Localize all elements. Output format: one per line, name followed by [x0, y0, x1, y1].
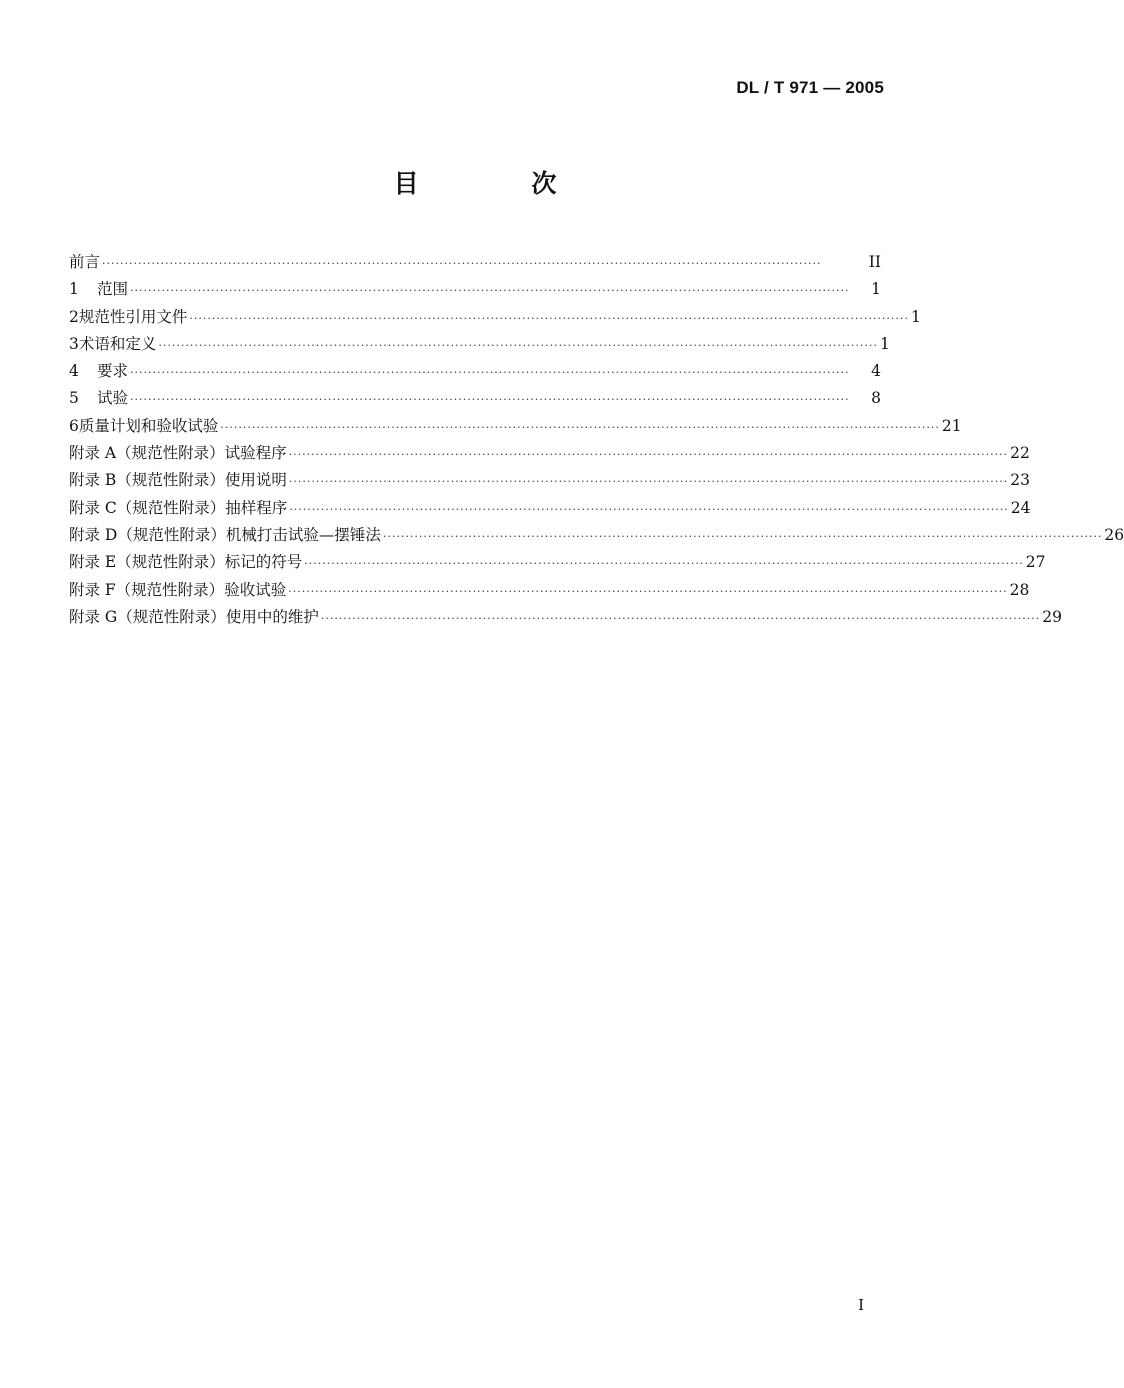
toc-entry-page: II	[868, 253, 881, 271]
leader-dots: ································································································································································	[130, 366, 850, 380]
standard-code: DL / T 971 — 2005	[736, 78, 884, 97]
toc-entry-number: 1	[69, 280, 79, 299]
toc-entry-page: 24	[1010, 498, 1031, 517]
toc-entry-label: 规范性引用文件	[78, 307, 188, 326]
toc-entry-label: 要求	[97, 362, 129, 381]
toc-entry-quality-plan[interactable]	[69, 414, 962, 441]
toc-entry-tests[interactable]	[69, 386, 881, 413]
toc-entry-terms-definitions[interactable]	[69, 332, 890, 359]
toc-appendix-b[interactable]	[69, 468, 1031, 495]
toc-entry-number: 4	[69, 362, 79, 381]
toc-entry-number: 3	[69, 334, 79, 353]
toc-entry-number: 2	[69, 307, 79, 326]
toc-entry-requirements[interactable]	[69, 359, 881, 386]
toc-entry-page: 4	[871, 362, 881, 381]
leader-dots: ································································································································································	[158, 338, 878, 352]
leader-dots: ································································································································································	[289, 502, 1009, 516]
appendix-prefix: 附录 G（规范性附录）	[69, 607, 226, 626]
toc-appendix-d[interactable]	[69, 523, 1124, 550]
toc-entry-label: 使用说明	[224, 471, 287, 490]
page-number: I	[858, 1296, 864, 1314]
toc-entry-label: 抽样程序	[225, 498, 288, 517]
toc-entry-label: 试验	[97, 389, 129, 408]
toc-entry-page: 27	[1025, 553, 1046, 572]
leader-dots: ································································································································································	[288, 475, 1009, 489]
toc-entry-page: 23	[1010, 471, 1031, 490]
toc-entry-scope[interactable]	[69, 277, 881, 304]
appendix-prefix: 附录 D（规范性附录）	[69, 525, 226, 544]
toc-entry-page: 1	[879, 334, 890, 353]
toc-entry-page: 22	[1010, 444, 1030, 463]
toc-entry-label: 机械打击试验—摆锤法	[225, 525, 381, 544]
leader-dots: ································································································································································	[130, 284, 850, 298]
toc-appendix-g[interactable]	[69, 605, 1063, 632]
appendix-prefix: 附录 E（规范性附录）	[69, 553, 225, 572]
appendix-prefix: 附录 B（规范性附录）	[69, 471, 225, 490]
appendix-prefix: 附录 A（规范性附录）	[69, 444, 225, 463]
toc-entry-label: 前言	[69, 253, 101, 271]
toc-entry-normative-references[interactable]	[69, 305, 921, 332]
toc-entry-page: 29	[1042, 607, 1063, 626]
leader-dots: ································································································································································	[304, 557, 1024, 571]
leader-dots: ································································································································································	[102, 257, 822, 270]
appendix-prefix: 附录 F（规范性附录）	[69, 580, 225, 599]
toc-entry-page: 26	[1104, 525, 1124, 544]
toc-appendix-a[interactable]	[69, 441, 1030, 468]
toc-entry-label: 使用中的维护	[225, 607, 319, 626]
toc-appendix-c[interactable]	[69, 496, 1031, 523]
toc-entry-page: 1	[871, 280, 881, 299]
toc-entry-page: 28	[1009, 580, 1030, 599]
leader-dots: ································································································································································	[130, 393, 850, 407]
toc-entry-page: 8	[871, 389, 881, 408]
leader-dots: ································································································································································	[382, 529, 1103, 543]
toc-entry-label: 术语和定义	[78, 334, 157, 353]
page-title: 目 次	[393, 169, 609, 198]
leader-dots: ································································································································································	[189, 311, 909, 325]
toc-entry-label: 质量计划和验收试验	[78, 416, 219, 435]
table-of-contents	[69, 250, 1124, 632]
toc-entry-number: 5	[69, 389, 79, 408]
leader-dots: ································································································································································	[288, 584, 1008, 598]
toc-entry-preface[interactable]	[69, 250, 881, 277]
toc-entry-number: 6	[69, 416, 79, 435]
toc-appendix-e[interactable]	[69, 550, 1046, 577]
toc-entry-page: 1	[910, 307, 921, 326]
leader-dots: ································································································································································	[220, 420, 940, 434]
toc-entry-label: 范围	[97, 280, 129, 299]
toc-entry-label: 标记的符号	[224, 553, 303, 572]
leader-dots: ································································································································································	[288, 448, 1009, 462]
toc-entry-label: 试验程序	[224, 444, 287, 463]
toc-entry-page: 21	[941, 416, 962, 435]
appendix-prefix: 附录 C（规范性附录）	[69, 498, 226, 517]
toc-appendix-f[interactable]	[69, 578, 1030, 605]
leader-dots: ································································································································································	[320, 611, 1041, 625]
toc-entry-label: 验收试验	[224, 580, 287, 599]
